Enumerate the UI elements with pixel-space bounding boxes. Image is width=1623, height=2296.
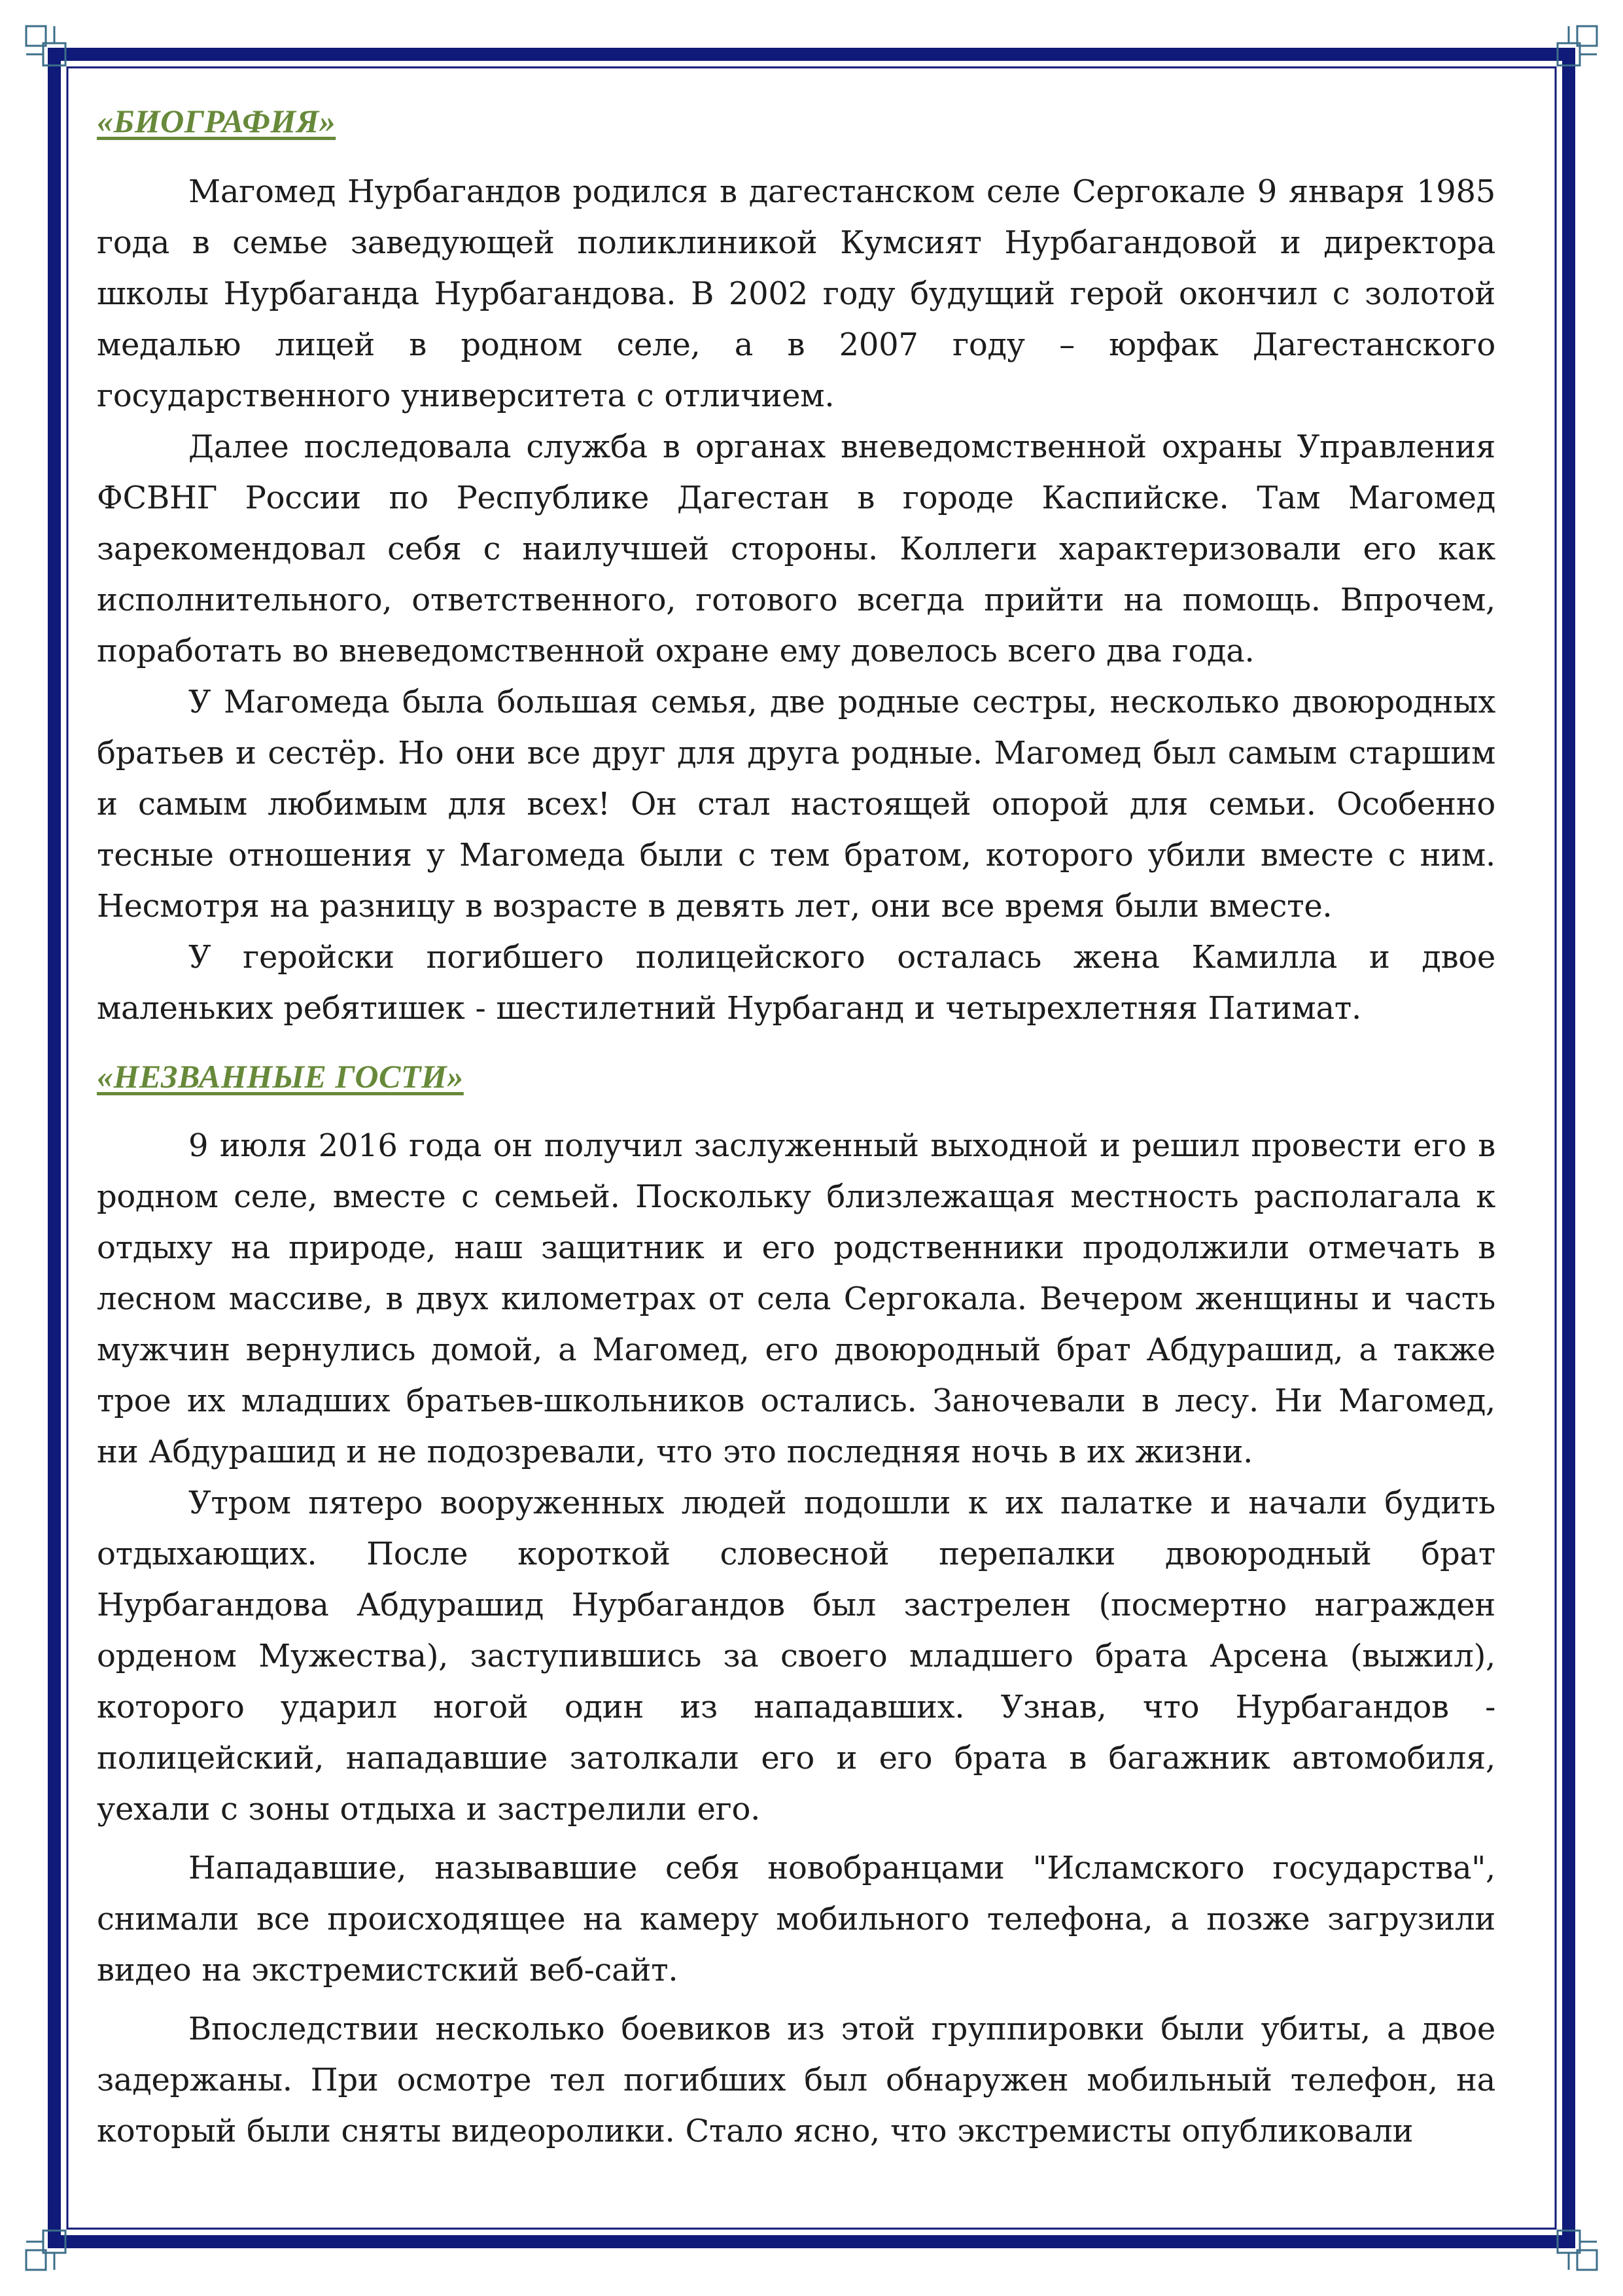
section-title-biography: «БИОГРАФИЯ» <box>97 103 336 139</box>
uninvited-guests-paragraph: 9 июля 2016 года он получил заслуженный выходной и решил провести его в родном селе, вместе с семьей. Поскольку близлежащая местность располагала к отдыху на природе, наш защитник и его родственники продолжили отмечать в лесном массиве, в двух километрах от села Сергокала. Вечером женщины и часть мужчин вернулись домой, а Магомед, его двоюродный брат Абдурашид, а также трое их младших братьев-школьников остались. Заночевали в лесу. Ни Магомед, ни Абдурашид и не подозревали, что это последняя ночь в их жизни. <box>97 1127 1495 1470</box>
biography-paragraph: Далее последовала служба в органах вневедомственной охраны Управления ФСВНГ России по Республике Дагестан в городе Каспийске. Там Магомед зарекомендовал себя с наилучшей стороны. Коллеги характеризовали его как исполнительного, ответственного, готового всегда прийти на помощь. Впрочем, поработать во вневедомственной охране ему довелось всего два года. <box>97 429 1495 669</box>
biography-paragraph: У геройски погибшего полицейского осталась жена Камилла и двое маленьких ребятишек - шестилетний Нурбаганд и четырехлетняя Патимат. <box>97 939 1495 1027</box>
uninvited-guests-paragraph: Утром пятеро вооруженных людей подошли к их палатке и начали будить отдыхающих. После короткой словесной перепалки двоюродный брат Нурбагандова Абдурашид Нурбагандов был застрелен (посмертно награжден орденом Мужества), заступившись за своего младшего брата Арсена (выжил), которого ударил ногой один из нападавших. Узнав, что Нурбагандов - полицейский, нападавшие затолкали его и его брата в багажник автомобиля, уехали с зоны отдыха и застрелили его. <box>97 1485 1495 1828</box>
page-content <box>97 92 1495 2157</box>
section-title-uninvited-guests: «НЕЗВАННЫЕ ГОСТИ» <box>97 1058 464 1095</box>
biography-paragraph: Магомед Нурбагандов родился в дагестанском селе Сергокале 9 января 1985 года в семье заведующей поликлиникой Кумсият Нурбагандовой и директора школы Нурбаганда Нурбагандова. В 2002 году будущий герой окончил с золотой медалью лицей в родном селе, а в 2007 году – юрфак Дагестанского государственного университета с отличием. <box>97 173 1495 414</box>
uninvited-guests-paragraph: Впоследствии несколько боевиков из этой группировки были убиты, а двое задержаны. При осмотре тел погибших был обнаружен мобильный телефон, на который были сняты видеоролики. Стало ясно, что экстремисты опубликовали <box>97 2011 1495 2149</box>
biography-paragraph: У Магомеда была большая семья, две родные сестры, несколько двоюродных братьев и сестёр. Но они все друг для друга родные. Магомед был самым старшим и самым любимым для всех! Он стал настоящей опорой для семьи. Особенно тесные отношения у Магомеда были с тем братом, которого убили вместе с ним. Несмотря на разницу в возрасте в девять лет, они все время были вместе. <box>97 684 1495 925</box>
uninvited-guests-paragraph: Нападавшие, называвшие себя новобранцами "Исламского государства", снимали все происходящее на камеру мобильного телефона, а позже загрузили видео на экстремистский веб-сайт. <box>97 1850 1495 1988</box>
